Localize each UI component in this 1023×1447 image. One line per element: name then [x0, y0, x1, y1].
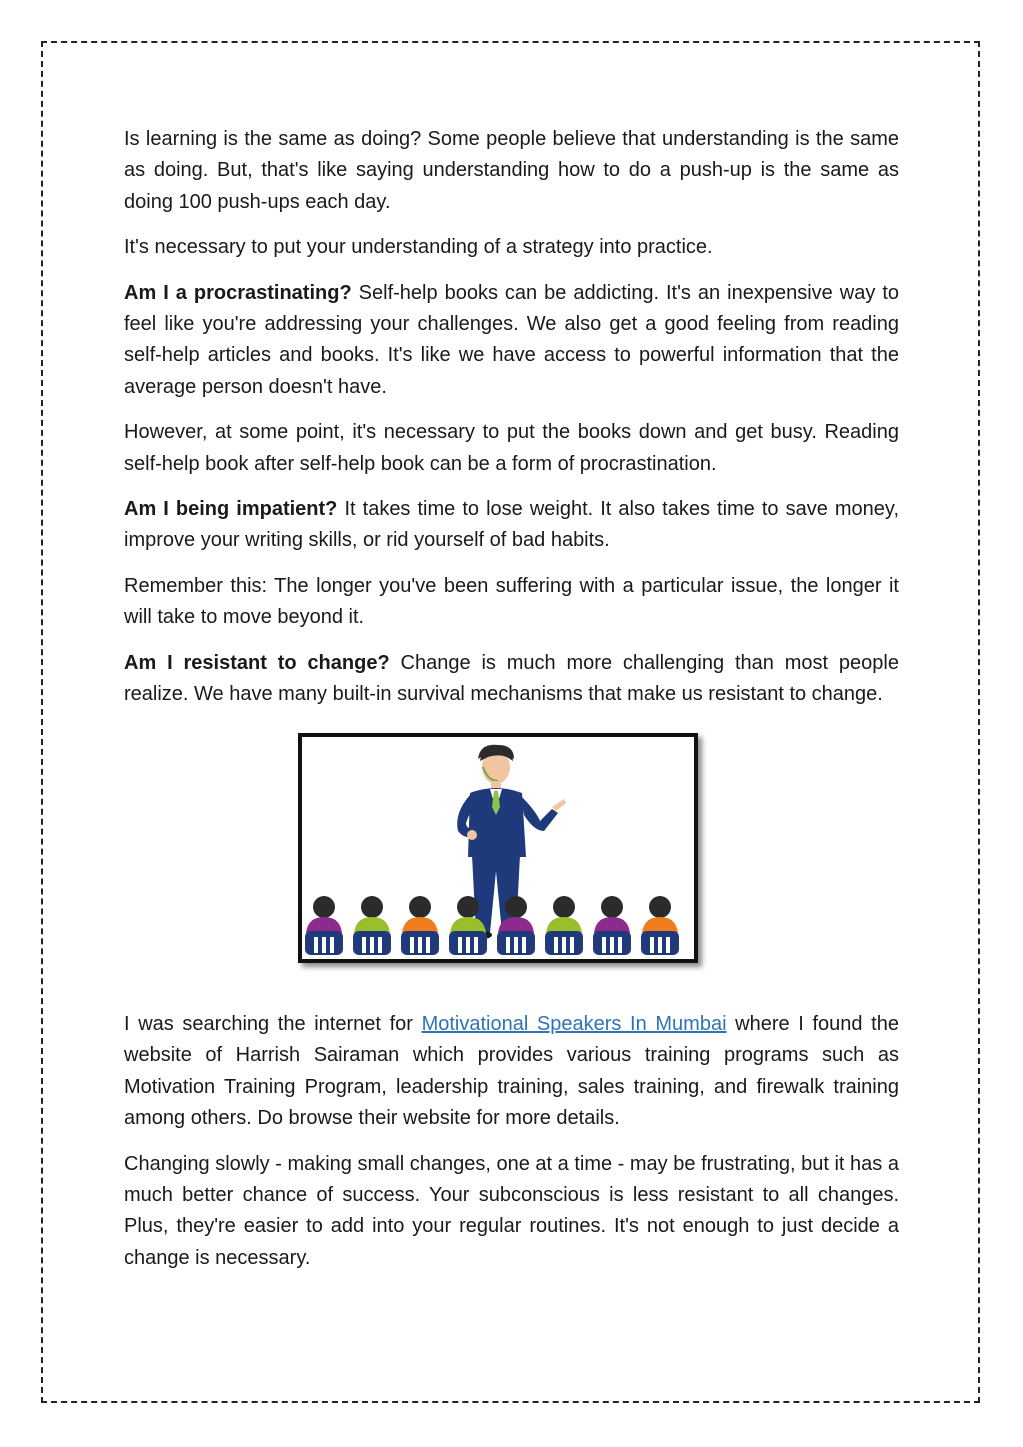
paragraph-text: Is learning is the same as doing? Some people believe that understanding is the same as doing. But, that's like saying understanding how to do a push-up is the same as doing 100 push-ups each day.: [124, 128, 899, 213]
paragraph-put-books-down: [124, 417, 899, 480]
paragraph-text: However, at some point, it's necessary to put the books down and get busy. Reading self-help book after self-help book can be a form of procrastination.: [124, 421, 899, 475]
paragraph-text: It's necessary to put your understanding of a strategy into practice.: [124, 236, 713, 259]
motivational-speakers-link[interactable]: Motivational Speakers In Mumbai: [421, 1012, 727, 1035]
paragraph-text: Self-help books can be addicting. It's an inexpensive way to feel like you're addressing your challenges. We also get a good feeling from reading self-help articles and books. It's like we have access to powerful information that the average person doesn't have.: [124, 281, 900, 398]
paragraph-resistant: [124, 648, 899, 711]
paragraph-learning-vs-doing: [124, 124, 899, 218]
chairs-row: [305, 931, 679, 955]
paragraph-impatient: [124, 494, 899, 557]
document-body: [124, 124, 899, 1288]
figure-container: [124, 733, 899, 973]
paragraph-remember: [124, 571, 899, 634]
speaker-audience-illustration: [298, 733, 698, 963]
paragraph-text: Change is much more challenging than most people realize. We have many built-in survival mechanisms that make us resistant to change.: [124, 651, 899, 706]
paragraph-procrastinating: [124, 278, 899, 404]
paragraph-text: I was searching the internet for: [124, 1012, 422, 1035]
paragraph-search-speakers: [124, 1009, 899, 1135]
paragraph-text: Changing slowly - making small changes, one at a time - may be frustrating, but it has a much better chance of success. Your subconscious is less resistant to all changes. Plus, they're easier to add into your regular routines. It's not enough to just decide a change is necessary.: [124, 1152, 899, 1269]
paragraph-changing-slowly: [124, 1149, 899, 1275]
question-heading: Am I resistant to change?: [124, 651, 390, 674]
speaker-audience-icon: [302, 737, 694, 959]
paragraph-text: where I found the website of Harrish Sairaman which provides various training programs such as Motivation Training Program, leadership training, sales training, and firewalk training among others. Do browse their website for more details.: [124, 1012, 899, 1130]
question-heading: Am I being impatient?: [124, 498, 338, 521]
paragraph-text: Remember this: The longer you've been suffering with a particular issue, the longer it will take to move beyond it.: [124, 574, 899, 629]
paragraph-text: It takes time to lose weight. It also takes time to save money, improve your writing skills, or rid yourself of bad habits.: [124, 498, 899, 552]
paragraph-practice: [124, 232, 899, 263]
question-heading: Am I a procrastinating?: [124, 281, 352, 304]
